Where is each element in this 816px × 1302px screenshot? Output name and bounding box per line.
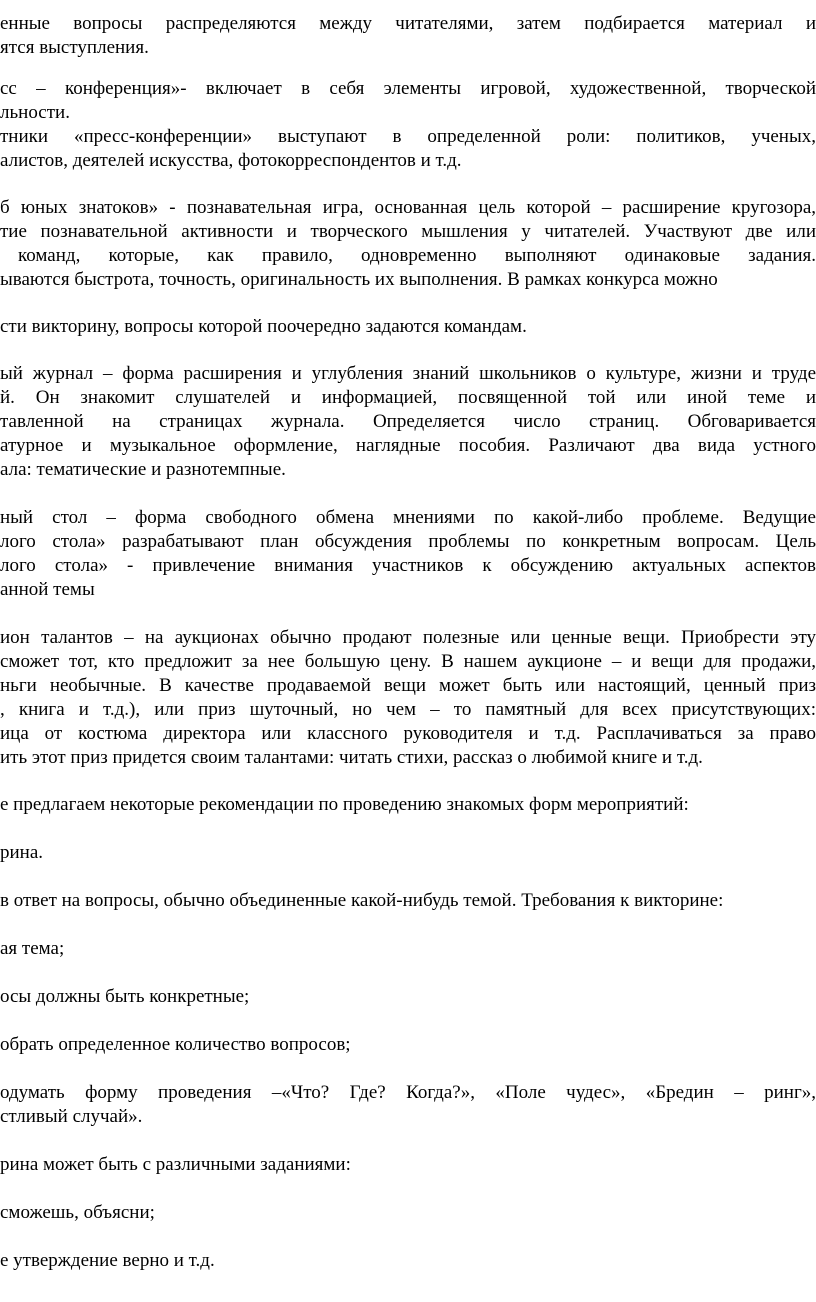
text-line: одумать форму проведения –«Что? Где? Когда?», «Поле чудес», «Бредин – ринг»,	[0, 1082, 816, 1103]
text-line: ньги необычные. В качестве продаваемой вещи может быть или настоящий, ценный приз	[0, 675, 816, 696]
text-line: сс – конференция»- включает в себя элементы игровой, художественной, творческой	[0, 78, 816, 99]
text-line: енные вопросы распределяются между читателями, затем подбирается материал и	[0, 13, 816, 34]
text-line: ный стол – форма свободного обмена мнениями по какой-либо проблеме. Ведущие	[0, 507, 816, 528]
text-line: сможешь, объясни;	[0, 1202, 155, 1223]
text-line: льности.	[0, 102, 70, 123]
text-line: стливый случай».	[0, 1106, 143, 1127]
text-line: ион талантов – на аукционах обычно продают полезные или ценные вещи. Приобрести эту	[0, 627, 816, 648]
text-line: атурное и музыкальное оформление, наглядные пособия. Различают два вида устного	[0, 435, 816, 456]
text-line: сти викторину, вопросы которой поочередно задаются командам.	[0, 316, 527, 337]
text-line: лого стола» - привлечение внимания участников к обсуждению актуальных аспектов	[0, 555, 816, 576]
text-line: , книга и т.д.), или приз шуточный, но чем – то памятный для всех присутствующих:	[0, 699, 816, 720]
text-line: рина может быть с различными заданиями:	[0, 1154, 351, 1175]
text-line: е предлагаем некоторые рекомендации по проведению знакомых форм мероприятий:	[0, 794, 689, 815]
text-line: лого стола» разрабатывают план обсуждения проблемы по конкретным вопросам. Цель	[0, 531, 816, 552]
text-line: ая тема;	[0, 938, 65, 959]
text-line: ить этот приз придется своим талантами: читать стихи, рассказ о любимой книге и т.д.	[0, 747, 703, 768]
text-line: анной темы	[0, 579, 95, 600]
text-line: в ответ на вопросы, обычно объединенные какой-нибудь темой. Требования к викторине:	[0, 890, 724, 911]
text-line: ываются быстрота, точность, оригинальность их выполнения. В рамках конкурса можно	[0, 269, 718, 290]
text-line: ала: тематические и разнотемпные.	[0, 459, 286, 480]
text-line: алистов, деятелей искусства, фотокорреспондентов и т.д.	[0, 150, 462, 171]
text-line: тавленной на страницах журнала. Определяется число страниц. Обговаривается	[0, 411, 816, 432]
text-line: осы должны быть конкретные;	[0, 986, 250, 1007]
text-line: ый журнал – форма расширения и углубления знаний школьников о культуре, жизни и труде	[0, 363, 816, 384]
text-line: сможет тот, кто предложит за нее большую цену. В нашем аукционе – и вещи для продажи,	[0, 651, 816, 672]
text-line: ятся выступления.	[0, 37, 149, 58]
text-line: б юных знатоков» - познавательная игра, основанная цель которой – расширение кругозора,	[0, 197, 816, 218]
text-line: обрать определенное количество вопросов;	[0, 1034, 351, 1055]
text-line: й. Он знакомит слушателей и информацией, посвященной той или иной теме и	[0, 387, 816, 408]
text-line: команд, которые, как правило, одновременно выполняют одинаковые задания.	[18, 245, 816, 266]
text-line: ица от костюма директора или классного руководителя и т.д. Расплачиваться за право	[0, 723, 816, 744]
text-line: е утверждение верно и т.д.	[0, 1250, 215, 1271]
text-line: тники «пресс-конференции» выступают в определенной роли: политиков, ученых,	[0, 126, 816, 147]
text-line: тие познавательной активности и творческого мышления у читателей. Участвуют две или	[0, 221, 816, 242]
text-line: рина.	[0, 842, 44, 863]
